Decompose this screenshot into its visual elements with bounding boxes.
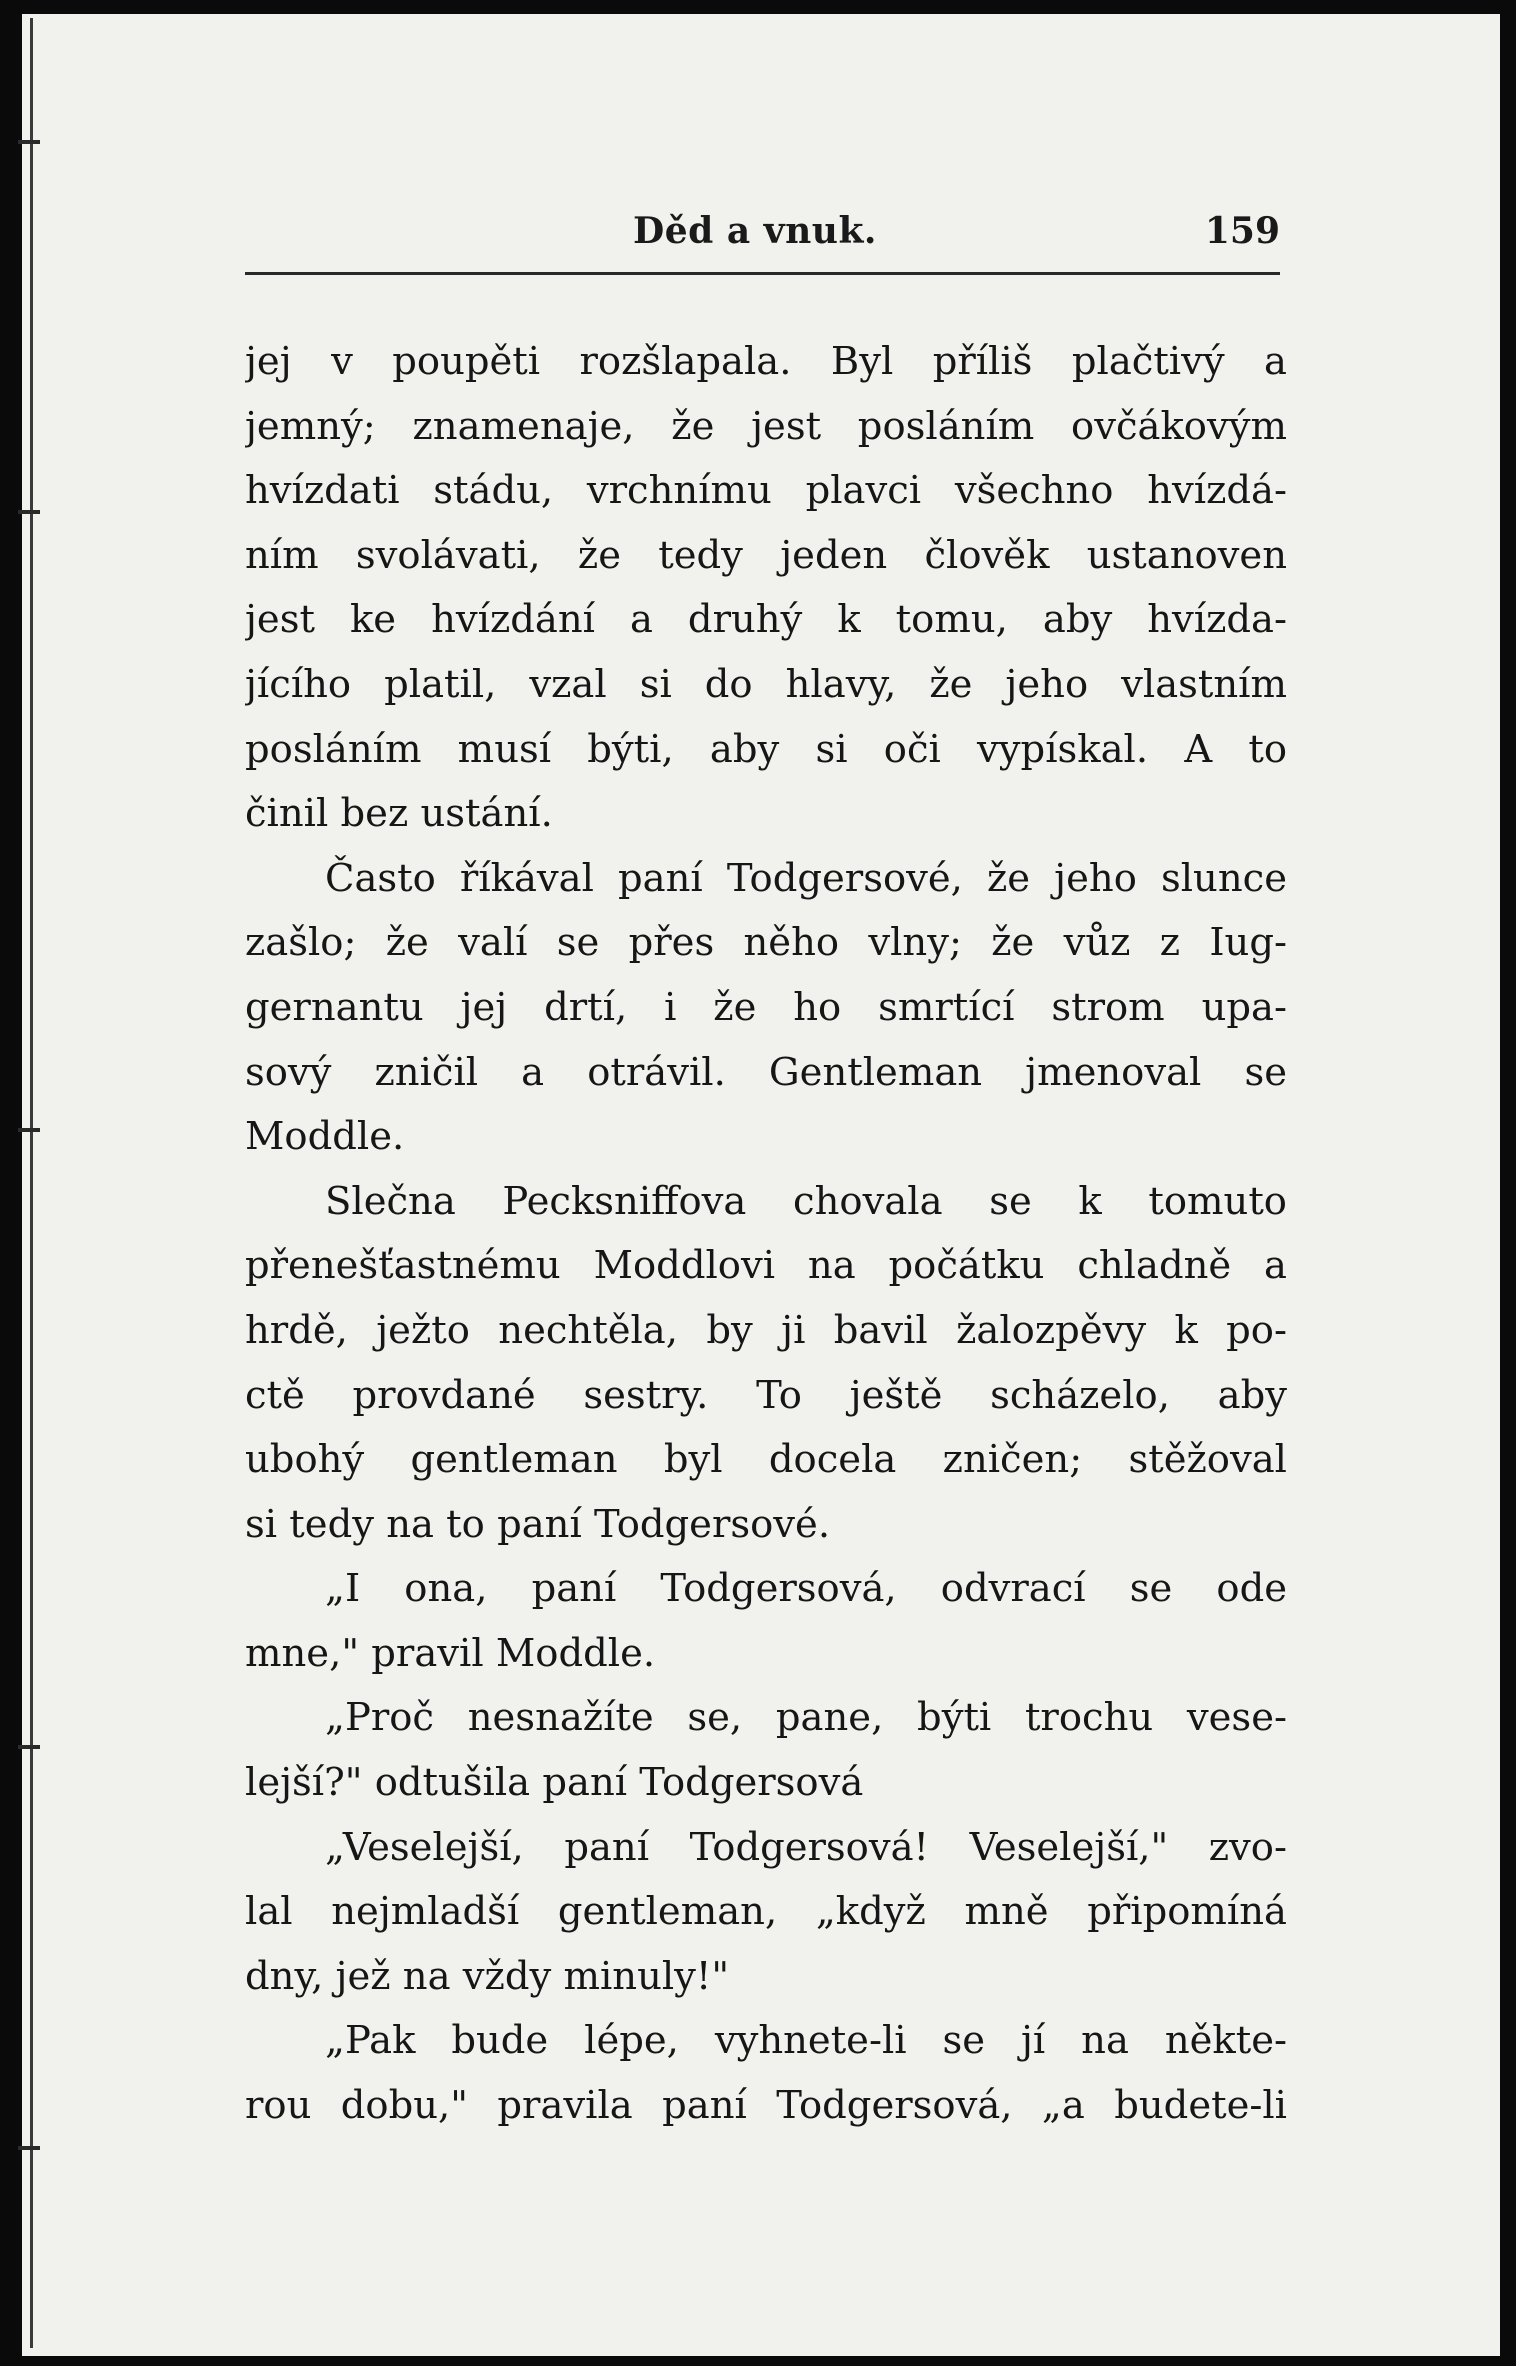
text-line: Často říkával paní Todgersové, že jeho slunce [325,855,1287,901]
text-line: „Proč nesnažíte se, pane, býti trochu vese- [325,1695,1287,1741]
binding-mark [18,510,40,514]
text-line: rou dobu," pravila paní Todgersová, „a budete-li [245,2083,1287,2129]
running-head [245,210,1280,270]
body-text [245,330,1287,2139]
text-line: hrdě, ježto nechtěla, by ji bavil žalozpěvy k po- [245,1307,1287,1353]
text-line: „Veselejší, paní Todgersová! Veselejší," zvo- [325,1824,1287,1870]
text-line: ním svolávati, že tedy jeden člověk ustanoven [245,532,1287,578]
text-line: Slečna Pecksniffova chovala se k tomuto [325,1178,1287,1224]
text-line: lejší?" odtušila paní Todgersová [245,1760,864,1806]
text-line: ctě provdané sestry. To ještě scházelo, aby [245,1372,1287,1418]
text-line: jest ke hvízdání a druhý k tomu, aby hvízda- [245,597,1287,643]
binding-mark [18,2146,40,2150]
text-line: přenešťastnému Moddlovi na počátku chladně a [245,1243,1287,1289]
text-line: jej v poupěti rozšlapala. Byl příliš plačtivý a [245,339,1287,384]
text-line: dny, jež na vždy minuly!" [245,1953,730,1999]
text-line: ubohý gentleman byl docela zničen; stěžoval [245,1437,1287,1483]
text-line: mne," pravil Moddle. [245,1630,656,1676]
text-line: činil bez ustání. [245,791,553,837]
text-line: zašlo; že valí se přes něho vlny; že vůz z Iug- [245,920,1287,966]
binding-edge [30,18,33,2348]
text-line: jícího platil, vzal si do hlavy, že jeho vlastním [245,661,1287,707]
text-line: lal nejmladší gentleman, „když mně připomíná [245,1889,1287,1935]
text-line: hvízdati stádu, vrchnímu plavci všechno hvízdá- [245,468,1287,514]
binding-mark [18,140,40,144]
text-line: posláním musí býti, aby si oči vypískal. A to [245,726,1287,772]
text-line: gernantu jej drtí, i že ho smrtící strom upa- [245,984,1287,1030]
text-line: sový zničil a otrávil. Gentleman jmenoval se [245,1049,1287,1095]
text-line: jemný; znamenaje, že jest posláním ovčákovým [245,403,1287,449]
running-head-title: Děd a vnuk. [633,210,877,252]
binding-mark [18,1745,40,1749]
text-line: „Pak bude lépe, vyhnete-li se jí na někte- [325,2018,1287,2064]
text-line: „I ona, paní Todgersová, odvrací se ode [325,1566,1287,1612]
text-line: si tedy na to paní Todgersové. [245,1501,831,1547]
text-line: Moddle. [245,1114,405,1160]
header-rule [245,272,1280,275]
binding-mark [18,1128,40,1132]
page-number: 159 [1204,210,1280,252]
